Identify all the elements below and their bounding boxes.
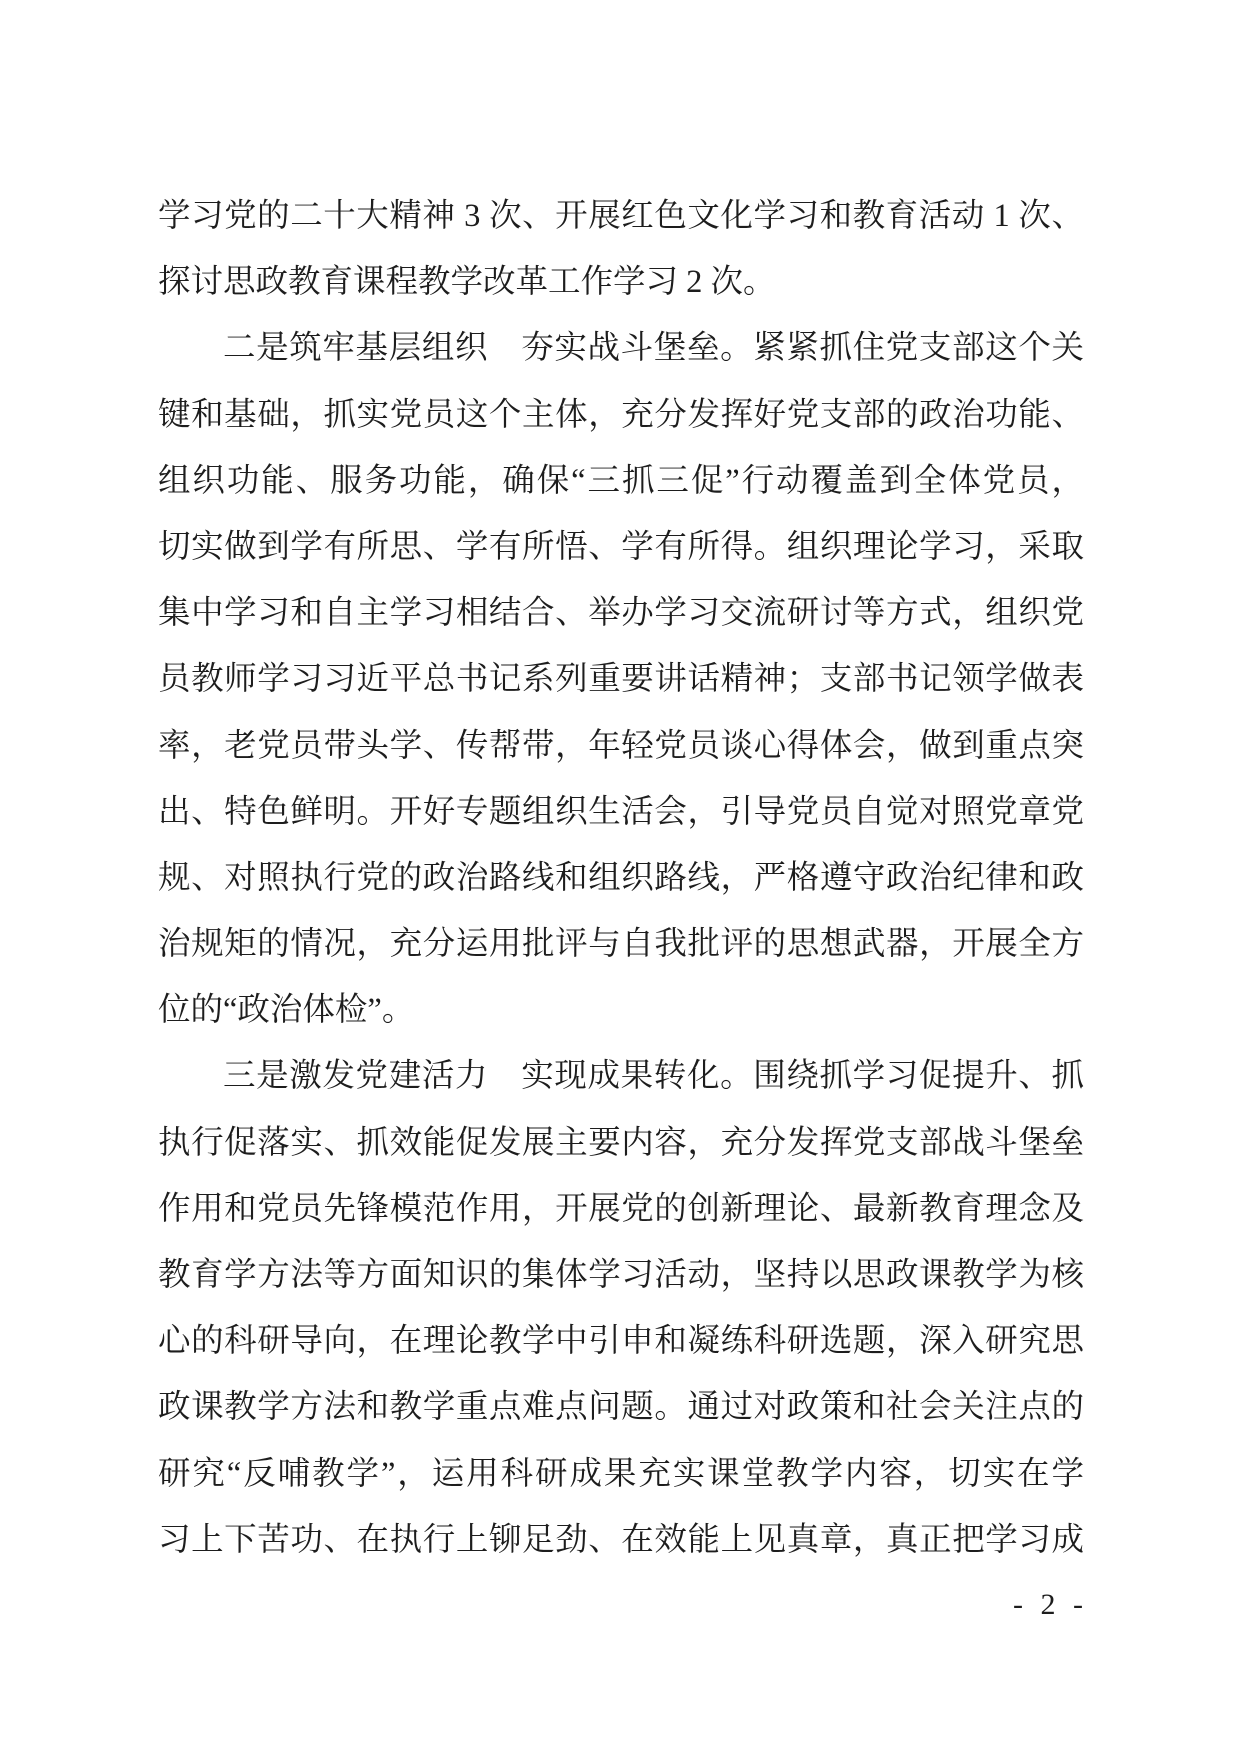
text-line: 执行促落实、抓效能促发展主要内容，充分发挥党支部战斗堡垒 [158, 1124, 1084, 1161]
document-body [158, 183, 1084, 1573]
text-line: 切实做到学有所思、学有所悟、学有所得。组织理论学习，采取 [158, 528, 1084, 565]
text-line: 治规矩的情况，充分运用批评与自我批评的思想武器，开展全方 [158, 926, 1084, 963]
text-line: 探讨思政教育课程教学改革工作学习 2 次。 [158, 264, 776, 301]
text-line: 二是筑牢基层组织 夯实战斗堡垒。紧紧抓住党支部这个关 [223, 330, 1084, 367]
text-line: 出、特色鲜明。开好专题组织生活会，引导党员自觉对照党章党 [158, 793, 1084, 830]
text-line: 习上下苦功、在执行上铆足劲、在效能上见真章，真正把学习成 [158, 1521, 1084, 1558]
text-line: 率，老党员带头学、传帮带，年轻党员谈心得体会，做到重点突 [158, 727, 1084, 764]
text-line: 员教师学习习近平总书记系列重要讲话精神；支部书记领学做表 [158, 661, 1084, 698]
text-line: 集中学习和自主学习相结合、举办学习交流研讨等方式，组织党 [158, 595, 1084, 632]
page-number: - 2 - [1013, 1588, 1088, 1621]
text-line: 键和基础，抓实党员这个主体，充分发挥好党支部的政治功能、 [158, 396, 1084, 433]
text-line: 作用和党员先锋模范作用，开展党的创新理论、最新教育理念及 [158, 1190, 1084, 1227]
text-line: 位的“政治体检”。 [158, 992, 415, 1029]
text-line: 三是激发党建活力 实现成果转化。围绕抓学习促提升、抓 [223, 1058, 1084, 1095]
text-line: 研究“反哺教学”，运用科研成果充实课堂教学内容，切实在学 [158, 1455, 1084, 1492]
text-line: 教育学方法等方面知识的集体学习活动，坚持以思政课教学为核 [158, 1257, 1084, 1293]
text-line: 学习党的二十大精神 3 次、开展红色文化学习和教育活动 1 次、 [158, 198, 1084, 234]
text-line: 规、对照执行党的政治路线和组织路线，严格遵守政治纪律和政 [158, 859, 1084, 896]
text-line: 组织功能、服务功能，确保“三抓三促”行动覆盖到全体党员， [158, 462, 1084, 499]
text-line: 政课教学方法和教学重点难点问题。通过对政策和社会关注点的 [158, 1389, 1084, 1426]
text-line: 心的科研导向，在理论教学中引申和凝练科研选题，深入研究思 [158, 1323, 1084, 1360]
